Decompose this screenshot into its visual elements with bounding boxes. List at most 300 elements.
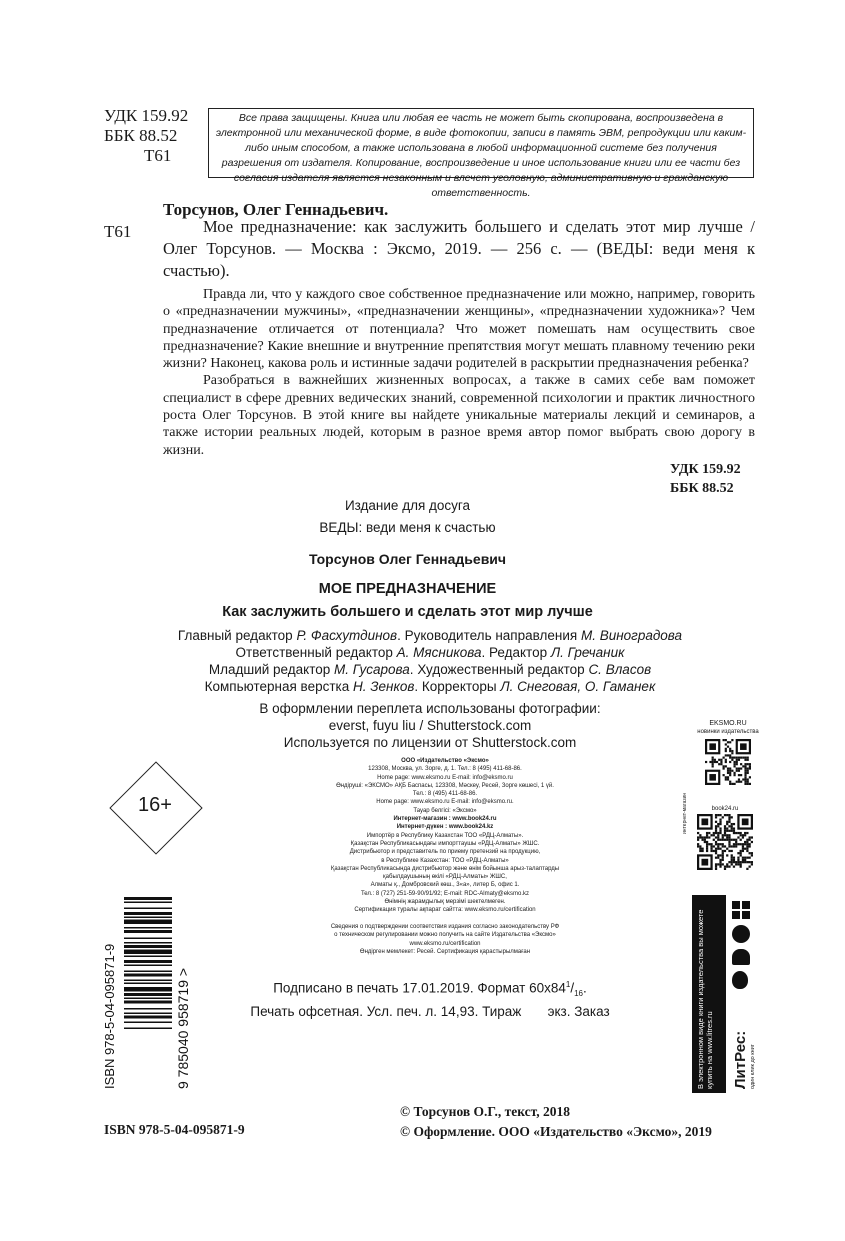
qr-module bbox=[733, 783, 735, 785]
qr-module bbox=[728, 845, 730, 847]
qr-module bbox=[740, 763, 742, 765]
publisher-line: Интернет-дүкен : www.book24.kz bbox=[396, 824, 494, 831]
qr-module bbox=[737, 861, 739, 863]
qr-module bbox=[706, 848, 708, 850]
qr-module bbox=[731, 863, 733, 865]
qr-module bbox=[746, 843, 748, 845]
qr-module bbox=[747, 763, 749, 765]
qr-module bbox=[726, 814, 728, 816]
qr-module bbox=[747, 757, 749, 759]
qr-module bbox=[735, 863, 737, 865]
qr-module bbox=[719, 839, 721, 841]
qr-module bbox=[715, 821, 717, 823]
qr-module bbox=[715, 836, 717, 838]
qr-module bbox=[737, 843, 739, 845]
qr-module bbox=[731, 770, 733, 772]
litres-icons bbox=[732, 901, 754, 995]
qr-module bbox=[744, 765, 746, 767]
windows-icon bbox=[732, 901, 750, 919]
qr-module bbox=[740, 843, 742, 845]
qr-module bbox=[738, 781, 740, 783]
qr-module bbox=[728, 866, 730, 868]
qr-module bbox=[725, 743, 727, 745]
proof-label: Корректоры bbox=[421, 679, 497, 694]
qr-module bbox=[733, 765, 735, 767]
qr-module bbox=[727, 772, 729, 774]
qr-module bbox=[746, 839, 748, 841]
age-rating-badge bbox=[110, 762, 200, 852]
barcode-bar bbox=[124, 971, 172, 973]
qr-module bbox=[740, 866, 742, 868]
qr-module bbox=[725, 748, 727, 750]
qr-module bbox=[728, 841, 730, 843]
qr-module bbox=[736, 757, 738, 759]
book24-qr-code[interactable] bbox=[697, 814, 753, 870]
qr-module bbox=[727, 770, 729, 772]
qr-module bbox=[733, 761, 735, 763]
qr-module bbox=[699, 848, 701, 850]
qr-module bbox=[726, 863, 728, 865]
qr-module bbox=[740, 832, 742, 834]
qr-module bbox=[706, 841, 708, 843]
qr-module bbox=[715, 832, 717, 834]
qr-module bbox=[746, 857, 748, 859]
qr-module bbox=[725, 739, 727, 741]
qr-module bbox=[728, 839, 730, 841]
qr-module bbox=[731, 816, 733, 818]
qr-module bbox=[719, 859, 721, 861]
qr-module bbox=[736, 770, 738, 772]
qr-module bbox=[751, 836, 753, 838]
qr-module bbox=[715, 827, 717, 829]
publisher-line: www.eksmo.ru/certification bbox=[409, 940, 481, 947]
qr-module bbox=[731, 854, 733, 856]
qr-module bbox=[725, 778, 727, 780]
edition-type: Издание для досуга bbox=[344, 498, 471, 513]
publisher-line: Өнімнің жарамдылық мерзімі шектелмеген. bbox=[384, 899, 506, 906]
publisher-line: ООО «Издательство «Эксмо» bbox=[401, 758, 489, 764]
eksmo-sublabel: новинки издательства bbox=[697, 729, 759, 735]
qr-module bbox=[740, 850, 742, 852]
qr-module bbox=[719, 830, 721, 832]
qr-module bbox=[744, 772, 746, 774]
barcode-bar bbox=[124, 1022, 172, 1024]
qr-module bbox=[722, 816, 724, 818]
qr-module bbox=[701, 850, 703, 852]
qr-module bbox=[749, 763, 751, 765]
qr-module bbox=[737, 859, 739, 861]
qr-module bbox=[744, 861, 746, 863]
qr-module bbox=[710, 843, 712, 845]
qr-module bbox=[731, 823, 733, 825]
qr-module bbox=[744, 763, 746, 765]
qr-module bbox=[749, 852, 751, 854]
barcode-bar bbox=[124, 965, 172, 967]
qr-module bbox=[728, 818, 730, 820]
publisher-line bbox=[290, 915, 600, 923]
qr-module bbox=[746, 861, 748, 863]
barcode-bar bbox=[124, 902, 172, 904]
apple-icon bbox=[732, 971, 748, 989]
copyright-text: © Торсунов О.Г., текст, 2018 bbox=[400, 1104, 571, 1119]
qr-module bbox=[725, 759, 727, 761]
barcode-bar bbox=[124, 987, 172, 992]
qr-module bbox=[726, 839, 728, 841]
qr-module bbox=[717, 823, 719, 825]
qr-module bbox=[722, 863, 724, 865]
qr-module bbox=[723, 774, 725, 776]
publisher-line: Тел.: 8 (727) 251-59-90/91/92; E-mail: RDC-Almaty@eksmo.kz bbox=[360, 890, 530, 897]
layout-label: Компьютерная верстка bbox=[204, 679, 350, 694]
qr-module bbox=[705, 761, 707, 763]
publisher-line: Сведения о подтверждении соответствия издания согласно законодательству РФ bbox=[330, 923, 560, 930]
qr-module bbox=[747, 767, 749, 769]
qr-module bbox=[719, 823, 721, 825]
photo-credits-line-3: Используется по лицензии от Shutterstock.com bbox=[283, 735, 577, 750]
qr-module bbox=[751, 852, 753, 854]
qr-module bbox=[715, 852, 717, 854]
copyright-block bbox=[400, 1102, 712, 1142]
qr-module bbox=[749, 776, 751, 778]
qr-module bbox=[712, 765, 714, 767]
qr-module bbox=[751, 861, 753, 863]
qr-module bbox=[715, 830, 717, 832]
qr-module bbox=[733, 827, 735, 829]
qr-module bbox=[740, 774, 742, 776]
publisher-line: Өндірген мемлекет: Ресей. Сертификация қарастырылмаған bbox=[359, 948, 531, 955]
qr-module bbox=[729, 754, 731, 756]
android-icon bbox=[732, 949, 750, 965]
publisher-line: в Республике Казахстан: ТОО «РДЦ-Алматы» bbox=[381, 857, 509, 864]
barcode-bar bbox=[124, 938, 172, 940]
qr-module bbox=[715, 868, 717, 870]
qr-module bbox=[735, 845, 737, 847]
qr-module bbox=[717, 857, 719, 859]
biblio-record-text: Мое предназначение: как заслужить большего и сделать этот мир лучше / Олег Торсунов. — Москва : Эксмо, 2019. — 256 с. — (ВЕДЫ: веди меня к счастью). bbox=[163, 217, 755, 280]
qr-module bbox=[725, 765, 727, 767]
qr-module bbox=[733, 861, 735, 863]
publisher-info bbox=[290, 757, 600, 956]
qr-module bbox=[699, 850, 701, 852]
qr-module bbox=[712, 759, 714, 761]
qr-module bbox=[742, 861, 744, 863]
qr-module bbox=[749, 866, 751, 868]
qr-module bbox=[715, 857, 717, 859]
annotation-paragraph-1: Правда ли, что у каждого свое собственное предназначение или можно, например, говорить о «предназначении мужчины», «предназначении женщины», «предназначении художника»? Чем предназначение отличается от потенциала? Что может помешать нам осуществить свое предназначение? Какие внешние и внутренние препятствия могут мешать плавному течению реки жизни? Наконец, какова роль и истинные задачи родителей в раскрытии предназначения ребенка? bbox=[163, 287, 755, 372]
qr-module bbox=[744, 767, 746, 769]
qr-module bbox=[722, 839, 724, 841]
qr-module bbox=[729, 783, 731, 785]
qr-module bbox=[749, 845, 751, 847]
qr-module bbox=[735, 843, 737, 845]
qr-module bbox=[724, 832, 726, 834]
qr-module bbox=[724, 839, 726, 841]
qr-module bbox=[722, 854, 724, 856]
classification-block bbox=[104, 106, 188, 166]
qr-module bbox=[719, 821, 721, 823]
qr-module bbox=[737, 852, 739, 854]
book-subtitle: Как заслужить большего и сделать этот мир лучше bbox=[222, 604, 593, 620]
qr-module bbox=[731, 845, 733, 847]
qr-module bbox=[731, 861, 733, 863]
qr-module bbox=[717, 825, 719, 827]
qr-module bbox=[737, 832, 739, 834]
qr-module bbox=[744, 774, 746, 776]
barcode-bar bbox=[124, 993, 172, 996]
qr-module bbox=[747, 778, 749, 780]
rights-notice bbox=[208, 108, 754, 199]
qr-module bbox=[729, 770, 731, 772]
qr-finder bbox=[709, 743, 716, 750]
qr-module bbox=[715, 841, 717, 843]
barcode-bar bbox=[124, 1013, 172, 1015]
barcode-bar bbox=[124, 930, 172, 933]
udk-code-right: УДК 159.92 bbox=[670, 462, 741, 477]
photo-credits bbox=[200, 700, 660, 751]
qr-module bbox=[726, 827, 728, 829]
qr-module bbox=[729, 774, 731, 776]
qr-module bbox=[742, 848, 744, 850]
editor-name: Л. Гречаник bbox=[550, 645, 625, 660]
annotation bbox=[163, 286, 755, 459]
qr-module bbox=[737, 836, 739, 838]
barcode-bar bbox=[124, 1016, 172, 1019]
layout-name: Н. Зенков bbox=[353, 679, 415, 694]
qr-module bbox=[736, 763, 738, 765]
eksmo-qr-code[interactable] bbox=[705, 739, 751, 785]
qr-module bbox=[744, 848, 746, 850]
publisher-line: Сертификация туралы ақпарат сайтта: www.eksmo.ru/certification bbox=[354, 907, 536, 914]
qr-module bbox=[742, 765, 744, 767]
qr-module bbox=[715, 863, 717, 865]
publisher-line: Алматы қ., Домбровский көш., 3«а», литер Б, офис 1. bbox=[370, 882, 520, 889]
qr-module bbox=[727, 776, 729, 778]
qr-module bbox=[720, 759, 722, 761]
qr-module bbox=[704, 836, 706, 838]
qr-module bbox=[728, 816, 730, 818]
qr-module bbox=[719, 814, 721, 816]
qr-module bbox=[715, 850, 717, 852]
biblio-code: Т61 bbox=[104, 222, 132, 241]
staff-line-1: Главный редактор Р. Фасхутдинов. Руководитель направления М. Виноградова bbox=[177, 628, 683, 643]
qr-module bbox=[731, 827, 733, 829]
qr-module bbox=[740, 781, 742, 783]
author-mark: Т61 bbox=[144, 146, 172, 165]
qr-module bbox=[742, 845, 744, 847]
format-sub: 16 bbox=[574, 989, 584, 999]
qr-module bbox=[729, 748, 731, 750]
qr-module bbox=[725, 754, 727, 756]
barcode-bar bbox=[124, 983, 172, 985]
qr-module bbox=[706, 836, 708, 838]
qr-module bbox=[709, 761, 711, 763]
print-signed: Подписано в печать 17.01.2019. Формат 60x84 bbox=[273, 980, 566, 996]
qr-module bbox=[731, 783, 733, 785]
qr-module bbox=[729, 761, 731, 763]
age-rating-text: 16+ bbox=[138, 794, 172, 816]
qr-module bbox=[725, 750, 727, 752]
qr-module bbox=[728, 830, 730, 832]
qr-module bbox=[718, 759, 720, 761]
publisher-line: Тауар белгісі: «Эксмо» bbox=[413, 807, 477, 814]
qr-module bbox=[719, 818, 721, 820]
qr-module bbox=[712, 757, 714, 759]
qr-module bbox=[710, 834, 712, 836]
qr-module bbox=[725, 761, 727, 763]
qr-module bbox=[714, 761, 716, 763]
biblio-record bbox=[163, 216, 755, 282]
barcode-bar bbox=[124, 950, 172, 955]
qr-module bbox=[751, 841, 753, 843]
resp-editor: А. Мясникова bbox=[396, 645, 482, 660]
barcode-bar bbox=[124, 917, 172, 919]
qr-module bbox=[717, 836, 719, 838]
litres-text: В электронном виде книги издательства вы можете купить на www.litres.ru bbox=[696, 909, 714, 1089]
qr-module bbox=[726, 848, 728, 850]
litres-slogan: один клик до книг bbox=[750, 1044, 756, 1089]
qr-module bbox=[724, 850, 726, 852]
barcode-bar bbox=[124, 942, 172, 944]
qr-module bbox=[704, 839, 706, 841]
qr-module bbox=[726, 834, 728, 836]
barcode-bars bbox=[124, 897, 172, 1029]
qr-module bbox=[740, 839, 742, 841]
qr-module bbox=[722, 836, 724, 838]
qr-module bbox=[747, 772, 749, 774]
bbk-code: ББК 88.52 bbox=[104, 126, 178, 145]
qr-module bbox=[749, 765, 751, 767]
qr-module bbox=[742, 778, 744, 780]
barcode-bar bbox=[124, 1001, 172, 1004]
qr-module bbox=[736, 781, 738, 783]
qr-module bbox=[715, 843, 717, 845]
qr-module bbox=[713, 845, 715, 847]
publisher-line: Home page: www.eksmo.ru E-mail: info@eksmo.ru bbox=[377, 774, 513, 781]
qr-module bbox=[729, 750, 731, 752]
qr-module bbox=[733, 857, 735, 859]
qr-module bbox=[715, 848, 717, 850]
qr-module bbox=[699, 834, 701, 836]
editor-label: Редактор bbox=[488, 645, 548, 660]
qr-module bbox=[722, 834, 724, 836]
qr-module bbox=[724, 845, 726, 847]
qr-module bbox=[724, 830, 726, 832]
qr-module bbox=[724, 868, 726, 870]
art-editor-label: Художественный редактор bbox=[417, 662, 585, 677]
qr-module bbox=[715, 816, 717, 818]
udk-code: УДК 159.92 bbox=[104, 106, 189, 125]
qr-module bbox=[717, 845, 719, 847]
qr-module bbox=[738, 759, 740, 761]
qr-module bbox=[744, 759, 746, 761]
qr-module bbox=[713, 839, 715, 841]
qr-module bbox=[746, 868, 748, 870]
qr-module bbox=[731, 825, 733, 827]
qr-module bbox=[701, 848, 703, 850]
qr-module bbox=[728, 834, 730, 836]
qr-module bbox=[735, 832, 737, 834]
eksmo-label: EKSMO.RU bbox=[709, 720, 747, 727]
qr-module bbox=[740, 757, 742, 759]
qr-module bbox=[725, 776, 727, 778]
qr-module bbox=[724, 814, 726, 816]
qr-module bbox=[744, 757, 746, 759]
qr-module bbox=[717, 814, 719, 816]
qr-module bbox=[697, 832, 699, 834]
print-line-2: Печать офсетная. Усл. печ. л. 14,93. Тираж экз. Заказ bbox=[250, 1004, 610, 1020]
publisher-line: Интернет-магазин : www.book24.ru bbox=[393, 816, 497, 823]
photo-credits-line-2: everst, fuyu liu / Shutterstock.com bbox=[328, 718, 532, 733]
qr-module bbox=[726, 823, 728, 825]
qr-module bbox=[735, 839, 737, 841]
qr-module bbox=[719, 827, 721, 829]
qr-module bbox=[704, 841, 706, 843]
qr-module bbox=[719, 854, 721, 856]
qr-module bbox=[708, 836, 710, 838]
qr-module bbox=[718, 763, 720, 765]
qr-module bbox=[729, 741, 731, 743]
qr-module bbox=[731, 757, 733, 759]
publisher-line: Қазақстан Республикасында дистрибьютор және өнім бойынша арыз-талаптарды bbox=[330, 865, 560, 872]
qr-module bbox=[742, 843, 744, 845]
head-name: М. Виноградова bbox=[580, 628, 683, 643]
qr-module bbox=[726, 821, 728, 823]
qr-module bbox=[749, 843, 751, 845]
qr-module bbox=[727, 767, 729, 769]
qr-module bbox=[733, 859, 735, 861]
qr-module bbox=[728, 850, 730, 852]
qr-module bbox=[713, 834, 715, 836]
barcode-bar bbox=[124, 980, 172, 982]
qr-module bbox=[724, 866, 726, 868]
qr-module bbox=[729, 781, 731, 783]
qr-module bbox=[747, 759, 749, 761]
publisher-line: Тел.: 8 (495) 411-68-86. bbox=[412, 791, 478, 798]
qr-module bbox=[712, 763, 714, 765]
qr-module bbox=[733, 772, 735, 774]
qr-module bbox=[697, 843, 699, 845]
barcode-bar bbox=[124, 1028, 172, 1030]
qr-module bbox=[706, 850, 708, 852]
qr-module bbox=[720, 761, 722, 763]
biblio-author: Торсунов, Олег Геннадьевич. bbox=[163, 200, 389, 219]
qr-module bbox=[719, 843, 721, 845]
qr-module bbox=[733, 823, 735, 825]
copyright-design: © Оформление. ООО «Издательство «Эксмо», 2019 bbox=[400, 1124, 712, 1139]
qr-module bbox=[737, 857, 739, 859]
qr-finder bbox=[701, 818, 708, 825]
qr-module bbox=[744, 841, 746, 843]
qr-module bbox=[749, 767, 751, 769]
qr-module bbox=[733, 843, 735, 845]
qr-module bbox=[715, 814, 717, 816]
junior-editor: М. Гусарова bbox=[334, 662, 410, 677]
qr-module bbox=[746, 848, 748, 850]
qr-module bbox=[729, 772, 731, 774]
qr-module bbox=[749, 783, 751, 785]
qr-module bbox=[723, 765, 725, 767]
qr-module bbox=[722, 843, 724, 845]
qr-finder bbox=[740, 743, 747, 750]
qr-module bbox=[726, 854, 728, 856]
qr-module bbox=[731, 850, 733, 852]
barcode-bar bbox=[124, 912, 172, 915]
qr-module bbox=[746, 850, 748, 852]
qr-module bbox=[738, 757, 740, 759]
isbn: ISBN 978-5-04-095871-9 bbox=[104, 1122, 245, 1137]
barcode-isbn-label: ISBN 978-5-04-095871-9 bbox=[102, 943, 117, 1089]
qr-module bbox=[728, 836, 730, 838]
